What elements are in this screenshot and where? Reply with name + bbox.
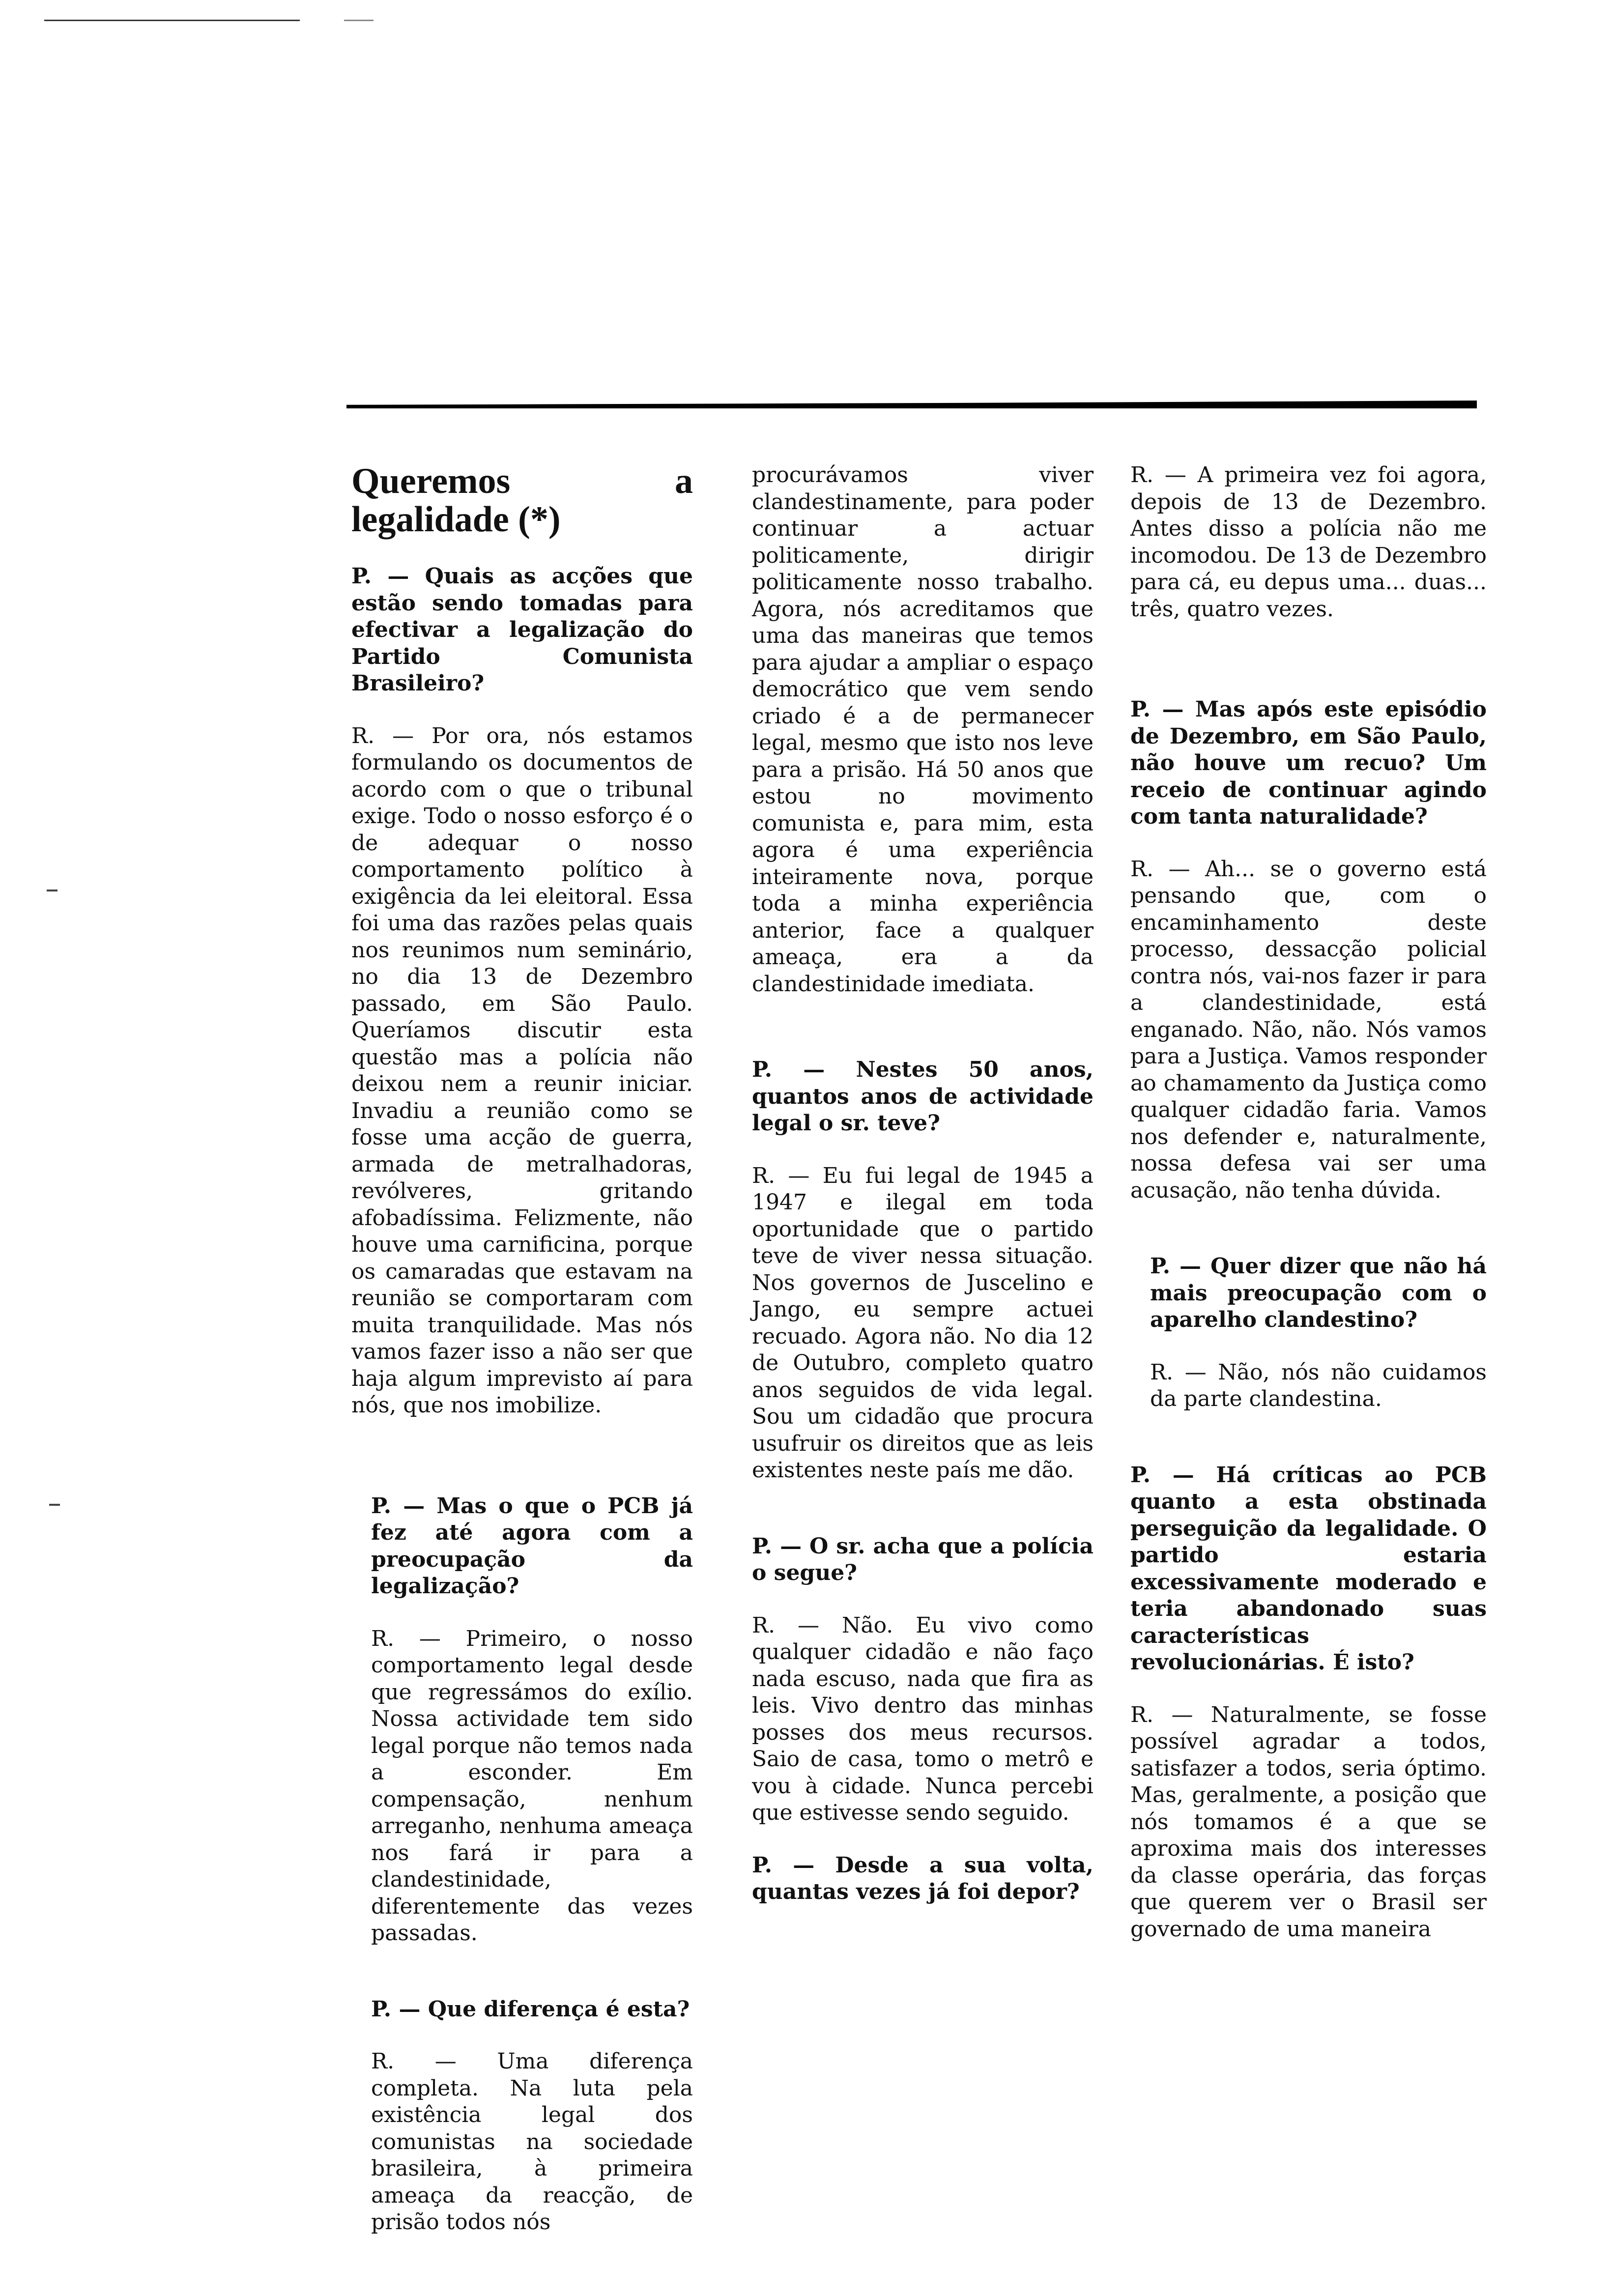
top-mid-line — [344, 20, 374, 21]
answer-3: R. — Uma diferença completa. Na luta pela existência legal dos comunistas na sociedade brasileira, à primeira ameaça da reacção, de prisão todos nós — [371, 2049, 693, 2235]
column-3 — [1130, 462, 1487, 1943]
question-5: P. — O sr. acha que a polícia o segue? — [752, 1533, 1094, 1585]
question-4: P. — Nestes 50 anos, quantos anos de actividade legal o sr. teve? — [752, 1057, 1094, 1136]
top-left-line — [44, 20, 300, 21]
margin-speck — [49, 1504, 60, 1506]
question-6: P. — Desde a sua volta, quantas vezes já foi depor? — [752, 1852, 1094, 1904]
answer-7: R. — Ah... se o governo está pensando que, com o encaminhamento deste processo, dessacção policial contra nós, vai-nos fazer ir para a clandestinidade, está enganado. Não, não. Nós vamos para a Justiça. Vamos responder ao chamamento da Justiça como qualquer cidadão faria. Vamos nos defender e, naturalmente, nossa defesa vai ser uma acusação, não tenha dúvida. — [1130, 856, 1487, 1203]
answer-3-continued: procurávamos viver clandestinamente, para poder continuar a actuar politicamente, dirigir politicamente nosso trabalho. Agora, nós acreditamos que uma das maneiras que temos para ajudar a ampliar o espaço democrático que vem sendo criado é a de permanecer legal, mesmo que isto nos leve para a prisão. Há 50 anos que estou no movimento comunista e, para mim, esta agora é uma experiência inteiramente nova, porque toda a minha experiência anterior, face a qualquer ameaça, era a da clandestinidade imediata. — [752, 462, 1094, 997]
question-9: P. — Há críticas ao PCB quanto a esta obstinada perseguição da legalidade. O partido estaria excessivamente moderado e teria abandonado suas características revolucionárias. É isto? — [1130, 1462, 1487, 1675]
column-1 — [351, 462, 693, 2236]
answer-4: R. — Eu fui legal de 1945 a 1947 e ilegal em toda oportunidade que o partido teve de viver nessa situação. Nos governos de Juscelino e Jango, eu sempre actuei recuado. Agora não. No dia 12 de Outubro, completo quatro anos seguidos de vida legal. Sou um cidadão que procura usufruir os direitos que as leis existentes neste país me dão. — [752, 1163, 1094, 1483]
answer-5: R. — Não. Eu vivo como qualquer cidadão e não faço nada escuso, nada que fira as leis. Vivo dentro das minhas posses dos meus recursos. Saio de casa, tomo o metrô e vou à cidade. Nunca percebi que estivesse sendo seguido. — [752, 1612, 1094, 1825]
answer-1: R. — Por ora, nós estamos formulando os documentos de acordo com o que o tribunal exige. Todo o nosso esforço é o de adequar o nosso comportamento político à exigência da lei eleitoral. Essa foi uma das razões pelas quais nos reunimos num seminário, no dia 13 de Dezembro passado, em São Paulo. Queríamos discutir esta questão mas a polícia não deixou nem a reunir iniciar. Invadiu a reunião como se fosse uma acção de guerra, armada de metralhadoras, revólveres, gritando afobadíssima. Felizmente, não houve uma carnificina, porque os camaradas que estavam na reunião se comportaram com muita tranquilidade. Mas nós vamos fazer isso a não ser que haja algum imprevisto aí para nós, que nos imobilize. — [351, 723, 693, 1418]
answer-6: R. — A primeira vez foi agora, depois de 13 de Dezembro. Antes disso a polícia não me incomodou. De 13 de Dezembro para cá, eu depus uma... duas... três, quatro vezes. — [1130, 462, 1487, 622]
answer-2: R. — Primeiro, o nosso comportamento legal desde que regressámos do exílio. Nossa actividade tem sido legal porque não temos nada a esconder. Em compensação, nenhum arreganho, nenhuma ameaça nos fará ir para a clandestinidade, diferentemente das vezes passadas. — [371, 1626, 693, 1946]
question-8: P. — Quer dizer que não há mais preocupação com o aparelho clandestino? — [1150, 1254, 1487, 1332]
article-title: Queremos a legalidade (*) — [351, 461, 693, 540]
column-2 — [752, 462, 1094, 1906]
answer-9: R. — Naturalmente, se fosse possível agradar a todos, satisfazer a todos, seria óptimo. Mas, geralmente, a posição que nós tomamos é a que se aproxima mais dos interesses da classe operária, das forças que querem ver o Brasil ser governado de uma maneira — [1130, 1702, 1487, 1942]
question-7: P. — Mas após este episódio de Dezembro, em São Paulo, não houve um recuo? Um receio de continuar agindo com tanta naturalidade? — [1130, 697, 1487, 829]
question-2: P. — Mas o que o PCB já fez até agora com a preocupação da legalização? — [371, 1493, 693, 1599]
margin-speck — [47, 890, 58, 891]
answer-8: R. — Não, nós não cuidamos da parte clandestina. — [1150, 1359, 1487, 1411]
header-rule — [346, 401, 1477, 408]
question-3: P. — Que diferença é esta? — [371, 1996, 690, 2022]
question-1: P. — Quais as acções que estão sendo tomadas para efectivar a legalização do Partido Comunista Brasileiro? — [351, 564, 693, 696]
